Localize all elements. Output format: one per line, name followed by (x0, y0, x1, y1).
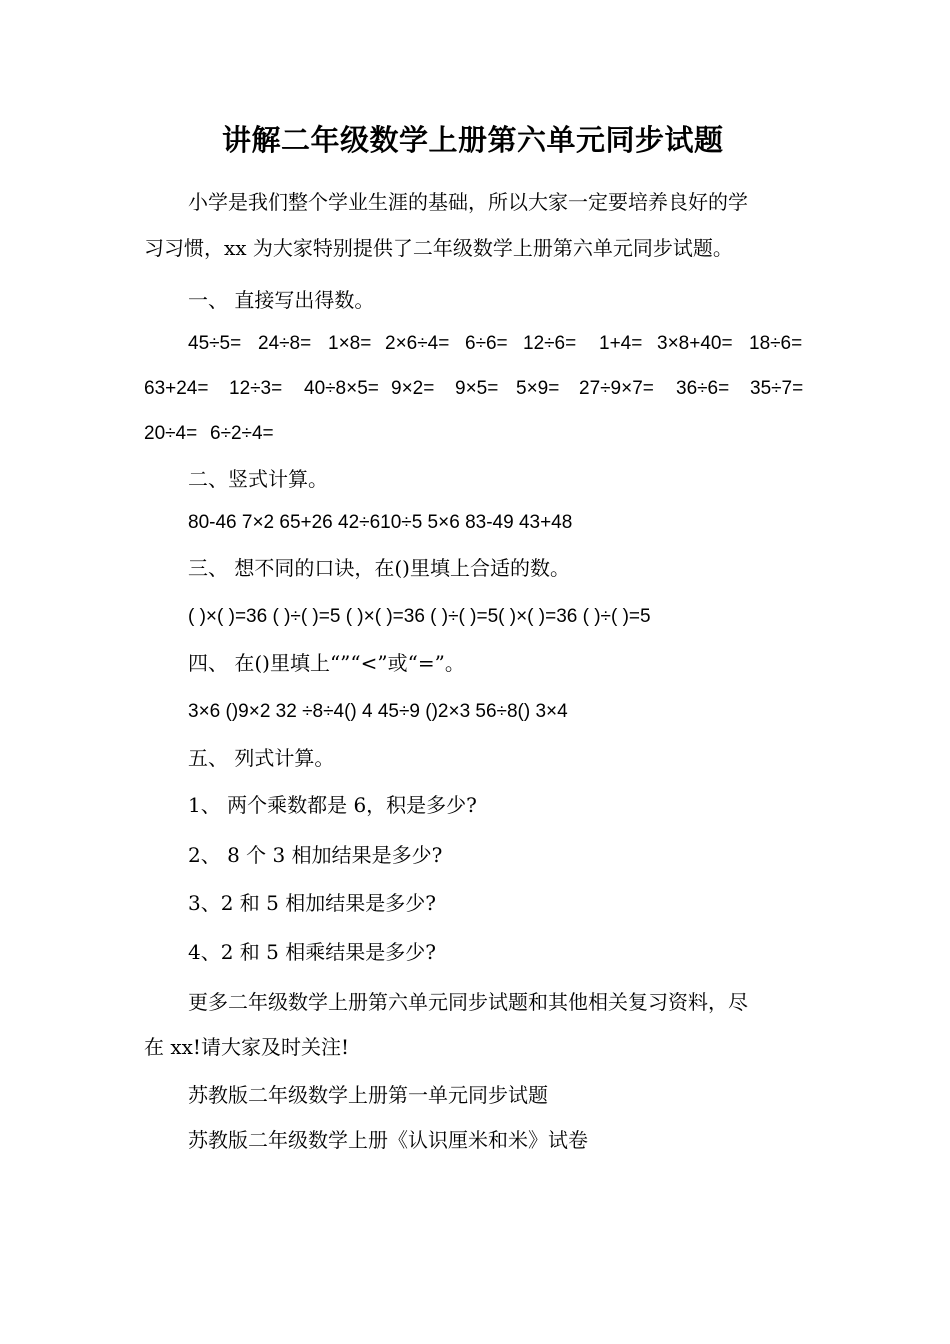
exercise-item: 12÷3= (229, 378, 283, 399)
section-1-heading: 一、 直接写出得数。 (188, 288, 375, 312)
page-title: 讲解二年级数学上册第六单元同步试题 (222, 123, 724, 157)
exercise-item: 35÷7= (750, 378, 804, 399)
exercise-item: 24÷8= (258, 333, 312, 354)
question-4: 4、2 和 5 相乘结果是多少? (188, 940, 436, 964)
exercise-item: 27÷9×7= (579, 378, 654, 399)
exercise-item: 6÷6= (465, 333, 508, 354)
exercise-item: 45÷5= (188, 333, 242, 354)
exercise-item: 12÷6= (523, 333, 577, 354)
exercise-item: 3×8+40= (657, 333, 733, 354)
section-4-items: 3×6 ()9×2 32 ÷8÷4() 4 45÷9 ()2×3 56÷8() 3×4 (188, 701, 568, 722)
exercise-item: 2×6÷4= (385, 333, 450, 354)
question-1: 1、 两个乘数都是 6，积是多少? (188, 793, 477, 817)
intro-line-2: 习习惯，xx 为大家特别提供了二年级数学上册第六单元同步试题。 (144, 236, 733, 260)
section-4-heading: 四、 在()里填上“”“<”或“=”。 (188, 651, 465, 675)
section-2-heading: 二、竖式计算。 (188, 467, 328, 491)
related-link-1[interactable]: 苏教版二年级数学上册第一单元同步试题 (188, 1083, 548, 1107)
exercise-item: 40÷8×5= (304, 378, 379, 399)
question-2: 2、 8 个 3 相加结果是多少? (188, 843, 443, 867)
exercise-item: 9×5= (455, 378, 499, 399)
exercise-item: 63+24= (144, 378, 209, 399)
exercise-item: 6÷2÷4= (210, 423, 274, 444)
related-link-2[interactable]: 苏教版二年级数学上册《认识厘米和米》试卷 (188, 1128, 588, 1152)
section-5-heading: 五、 列式计算。 (188, 746, 335, 770)
section-2-items: 80-46 7×2 65+26 42÷610÷5 5×6 83-49 43+48 (188, 512, 573, 533)
closing-line-1: 更多二年级数学上册第六单元同步试题和其他相关复习资料，尽 (188, 990, 748, 1014)
intro-line-1: 小学是我们整个学业生涯的基础，所以大家一定要培养良好的学 (188, 190, 748, 214)
section-3-heading: 三、 想不同的口诀，在()里填上合适的数。 (188, 556, 570, 580)
exercise-item: 18÷6= (749, 333, 803, 354)
exercise-item: 36÷6= (676, 378, 730, 399)
closing-line-2: 在 xx!请大家及时关注! (144, 1035, 349, 1059)
exercise-item: 1×8= (328, 333, 372, 354)
exercise-item: 9×2= (391, 378, 435, 399)
question-3: 3、2 和 5 相加结果是多少? (188, 891, 436, 915)
exercise-item: 1+4= (599, 333, 643, 354)
section-3-items: ( )×( )=36 ( )÷( )=5 ( )×( )=36 ( )÷( )=5( )×( )=36 ( )÷( )=5 (188, 606, 651, 627)
exercise-item: 5×9= (516, 378, 560, 399)
exercise-item: 20÷4= (144, 423, 198, 444)
